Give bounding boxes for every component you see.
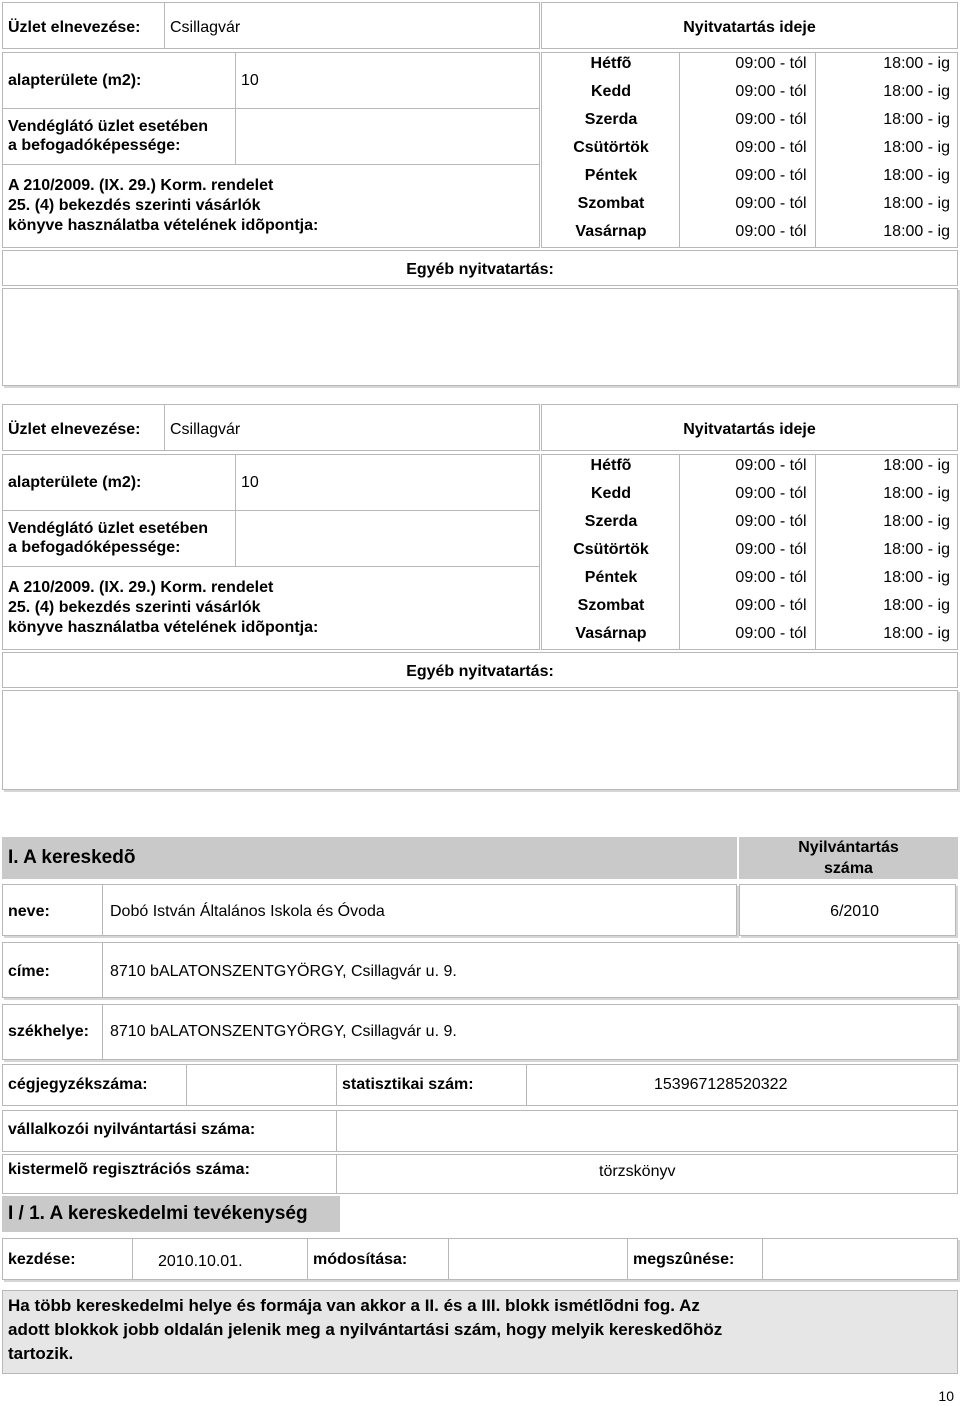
open-from: 09:00 - tól — [735, 513, 807, 530]
open-from: 09:00 - tól — [735, 625, 807, 642]
day-label: Péntek — [584, 569, 638, 586]
trader-section-title: I. A kereskedõ — [8, 847, 136, 868]
stat-number-label: statisztikai szám: — [342, 1076, 474, 1093]
shop-name: Csillagvár — [170, 19, 241, 36]
area-value: 10 — [241, 474, 259, 491]
day-label: Szerda — [584, 111, 638, 128]
shop-name-label: Üzlet elnevezése: — [8, 19, 141, 36]
entrepreneur-label: vállalkozói nyilvántartási száma: — [8, 1121, 256, 1138]
open-to: 18:00 - ig — [883, 167, 950, 184]
shop-name-label: Üzlet elnevezése: — [8, 421, 141, 438]
open-to: 18:00 - ig — [883, 457, 950, 474]
open-to: 18:00 - ig — [883, 111, 950, 128]
modify-label: módosítása: — [313, 1251, 408, 1268]
open-to: 18:00 - ig — [883, 195, 950, 212]
open-from: 09:00 - tól — [735, 139, 807, 156]
name-label: neve: — [8, 903, 50, 920]
shop-name: Csillagvár — [170, 421, 241, 438]
other-hours-label: Egyéb nyitvatartás: — [406, 663, 554, 680]
open-from: 09:00 - tól — [735, 569, 807, 586]
day-label: Csütörtök — [573, 541, 649, 558]
hours-title: Nyitvatartás ideje — [683, 19, 816, 36]
stat-number: 153967128520322 — [654, 1076, 788, 1093]
smallholder-label: kistermelõ regisztrációs száma: — [8, 1161, 250, 1178]
reg-number-header-1: Nyilvántartás — [798, 839, 899, 856]
open-to: 18:00 - ig — [883, 541, 950, 558]
day-label: Vasárnap — [575, 223, 647, 240]
other-hours-box — [2, 690, 958, 790]
smallholder-value: törzskönyv — [599, 1163, 676, 1180]
open-from: 09:00 - tól — [735, 457, 807, 474]
day-label: Kedd — [591, 485, 631, 502]
activity-section-title: I / 1. A kereskedelmi tevékenység — [8, 1203, 308, 1224]
note-line-3: tartozik. — [8, 1344, 74, 1363]
open-from: 09:00 - tól — [735, 83, 807, 100]
open-to: 18:00 - ig — [883, 597, 950, 614]
area-value: 10 — [241, 72, 259, 89]
capacity-label-2: a befogadóképessége: — [8, 137, 181, 154]
open-from: 09:00 - tól — [735, 195, 807, 212]
open-from: 09:00 - tól — [735, 541, 807, 558]
seat-value: 8710 bALATONSZENTGYÖRGY, Csillagvár u. 9. — [110, 1023, 457, 1040]
note-line-1: Ha több kereskedelmi helye és formája van akkor a II. és a III. blokk ismétlõdni fog. Az — [8, 1296, 700, 1315]
day-label: Hétfõ — [590, 457, 632, 474]
address-label: címe: — [8, 963, 50, 980]
day-label: Hétfõ — [590, 55, 632, 72]
open-from: 09:00 - tól — [735, 223, 807, 240]
day-label: Szombat — [577, 195, 645, 212]
start-date: 2010.10.01. — [158, 1253, 243, 1270]
open-to: 18:00 - ig — [883, 513, 950, 530]
end-label: megszûnése: — [633, 1251, 735, 1268]
capacity-label-1: Vendéglátó üzlet esetében — [8, 118, 209, 135]
seat-label: székhelye: — [8, 1023, 89, 1040]
activity-dates-row — [2, 1238, 958, 1280]
company-reg-label: cégjegyzékszáma: — [8, 1076, 148, 1093]
open-to: 18:00 - ig — [883, 485, 950, 502]
reg-number-header-2: száma — [824, 860, 873, 877]
open-to: 18:00 - ig — [883, 55, 950, 72]
open-to: 18:00 - ig — [883, 139, 950, 156]
decree-line-1: A 210/2009. (IX. 29.) Korm. rendelet — [8, 579, 274, 596]
day-label: Péntek — [584, 167, 638, 184]
open-to: 18:00 - ig — [883, 223, 950, 240]
area-label: alapterülete (m2): — [8, 72, 142, 89]
decree-line-2: 25. (4) bekezdés szerinti vásárlók — [8, 197, 261, 214]
area-label: alapterülete (m2): — [8, 474, 142, 491]
note-line-2: adott blokkok jobb oldalán jelenik meg a nyilvántartási szám, hogy melyik kereskedõhöz — [8, 1320, 723, 1339]
page-number: 10 — [938, 1388, 954, 1404]
other-hours-label: Egyéb nyitvatartás: — [406, 261, 554, 278]
open-from: 09:00 - tól — [735, 597, 807, 614]
start-label: kezdése: — [8, 1251, 76, 1268]
day-label: Kedd — [591, 83, 631, 100]
reg-number: 6/2010 — [830, 903, 879, 920]
decree-line-1: A 210/2009. (IX. 29.) Korm. rendelet — [8, 177, 274, 194]
decree-line-3: könyve használatba vételének idõpontja: — [8, 619, 319, 636]
open-from: 09:00 - tól — [735, 485, 807, 502]
day-label: Szombat — [577, 597, 645, 614]
day-label: Csütörtök — [573, 139, 649, 156]
open-to: 18:00 - ig — [883, 569, 950, 586]
open-to: 18:00 - ig — [883, 83, 950, 100]
open-from: 09:00 - tól — [735, 55, 807, 72]
open-from: 09:00 - tól — [735, 167, 807, 184]
capacity-label-2: a befogadóképessége: — [8, 539, 181, 556]
decree-line-2: 25. (4) bekezdés szerinti vásárlók — [8, 599, 261, 616]
capacity-label-1: Vendéglátó üzlet esetében — [8, 520, 209, 537]
trader-name: Dobó István Általános Iskola és Óvoda — [110, 903, 385, 920]
open-to: 18:00 - ig — [883, 625, 950, 642]
other-hours-box — [2, 288, 958, 386]
hours-title: Nyitvatartás ideje — [683, 421, 816, 438]
open-from: 09:00 - tól — [735, 111, 807, 128]
address-value: 8710 bALATONSZENTGYÖRGY, Csillagvár u. 9. — [110, 963, 457, 980]
day-label: Szerda — [584, 513, 638, 530]
decree-line-3: könyve használatba vételének idõpontja: — [8, 217, 319, 234]
day-label: Vasárnap — [575, 625, 647, 642]
